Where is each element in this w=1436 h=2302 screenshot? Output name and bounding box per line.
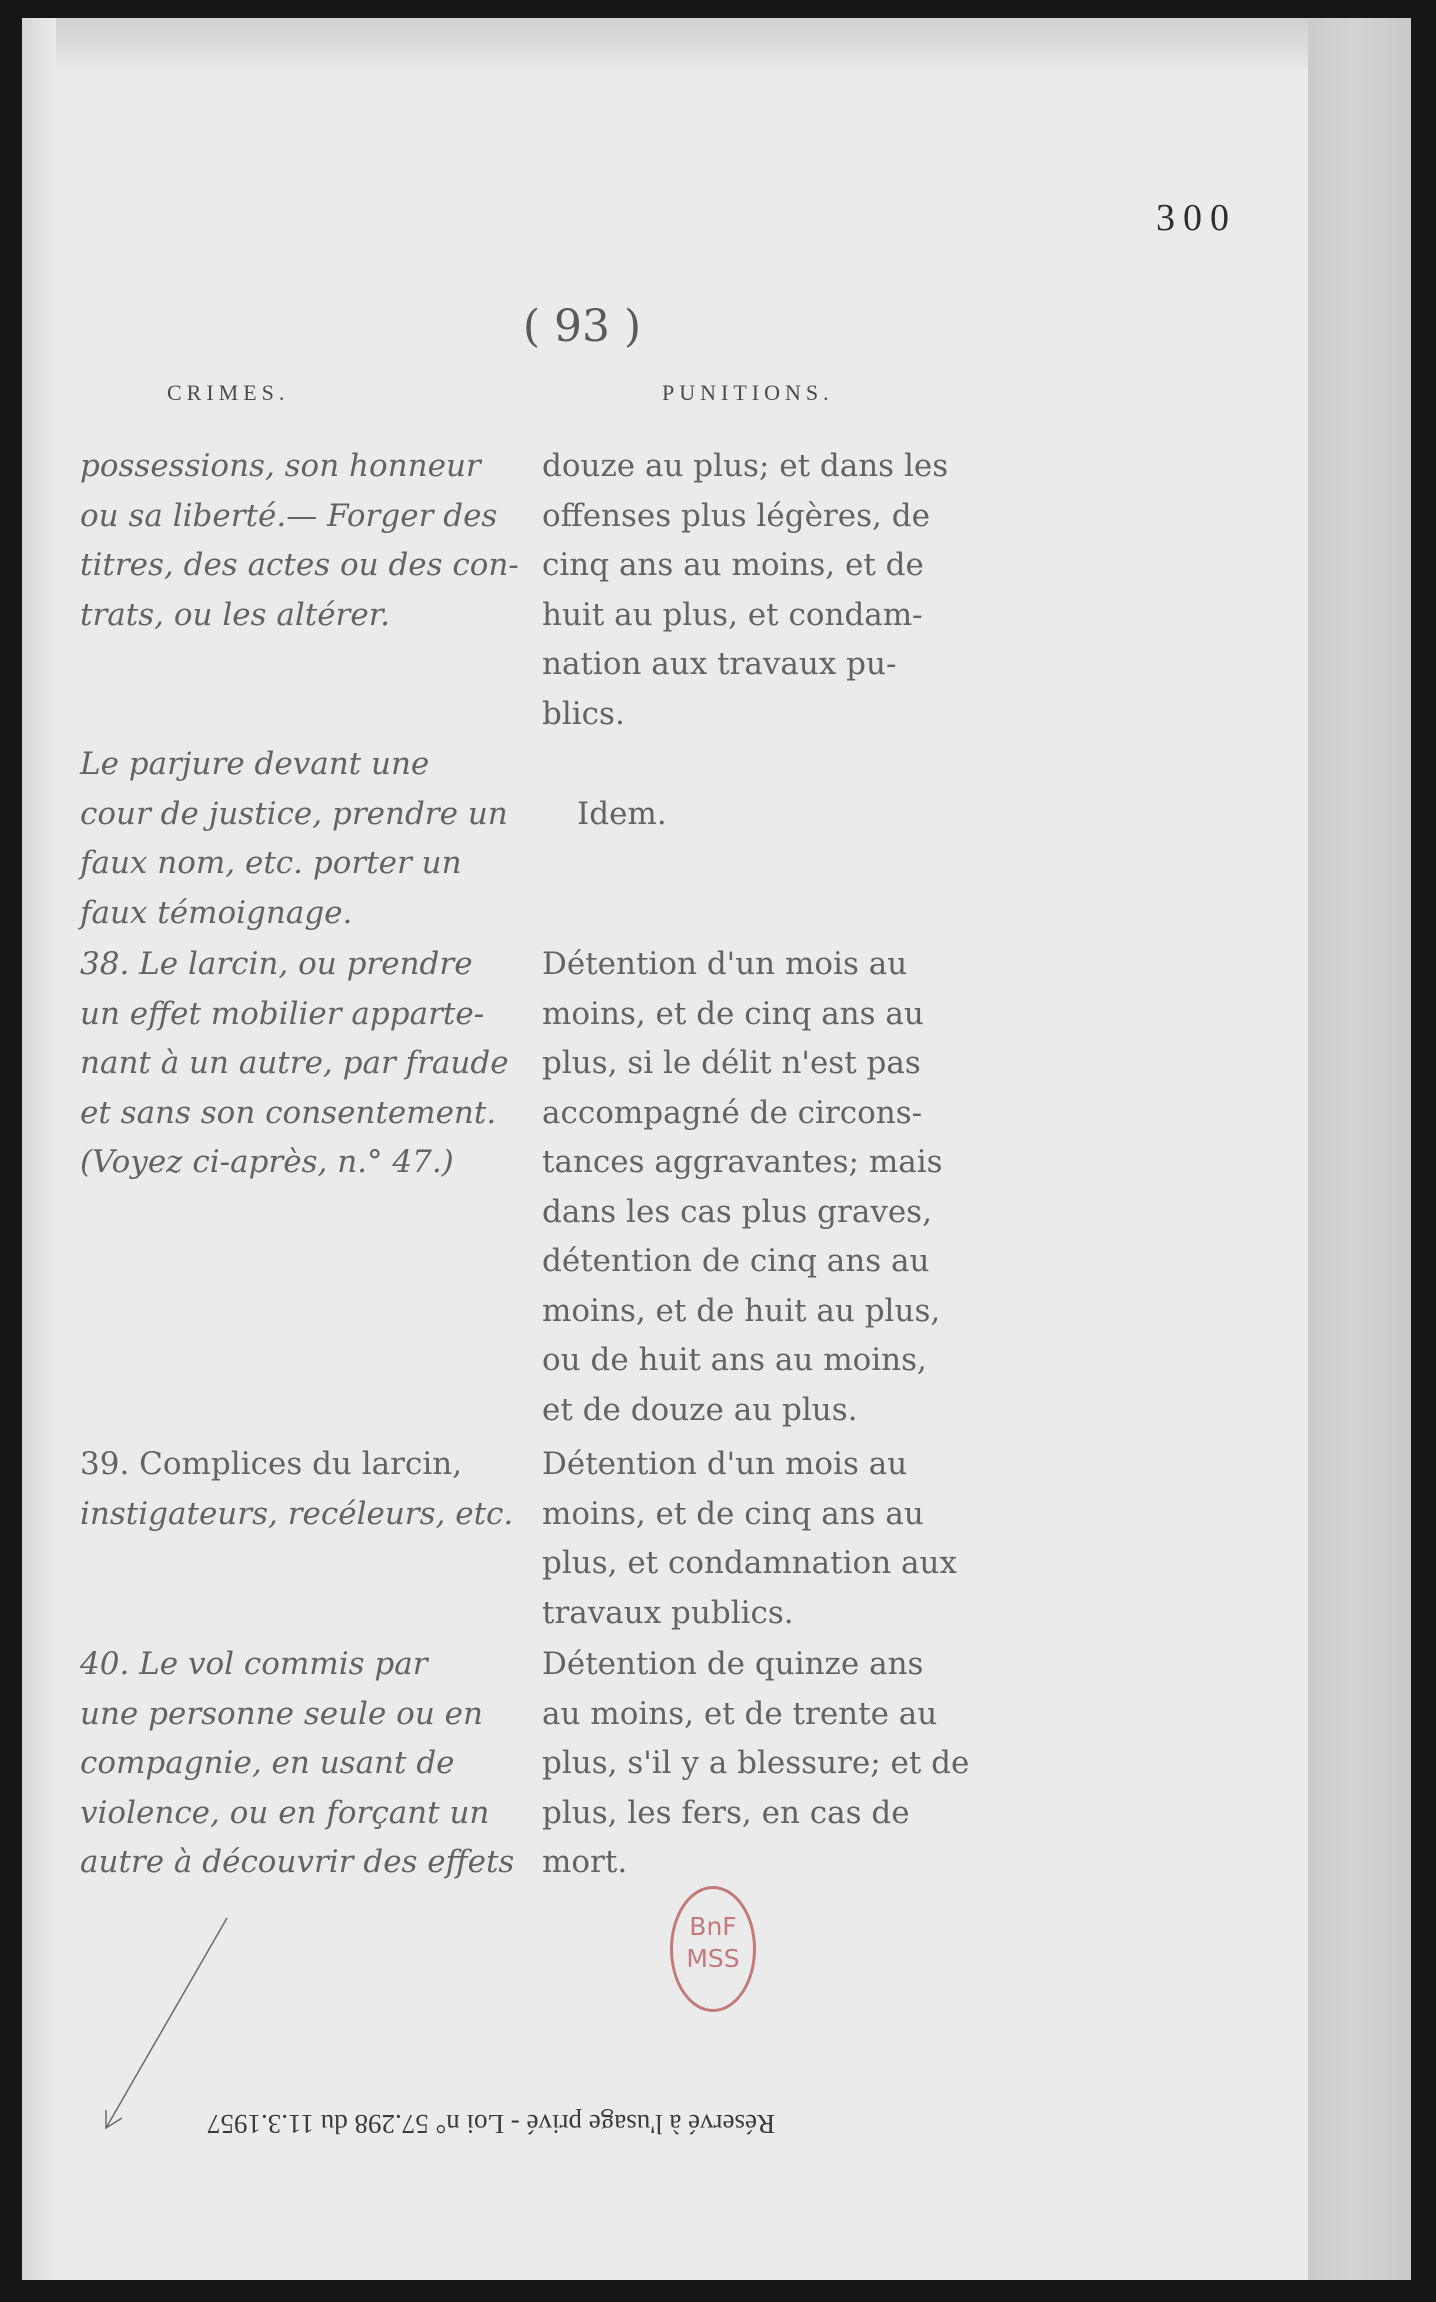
punition-line: plus, si le délit n'est pas <box>542 1045 921 1081</box>
punition-line: cinq ans au moins, et de <box>542 547 924 583</box>
punition-line: Détention de quinze ans <box>542 1646 924 1682</box>
punition-entry <box>542 442 982 739</box>
punition-line: huit au plus, et condam- <box>542 596 923 633</box>
column-header-punitions: PUNITIONS. <box>662 380 834 405</box>
bnf-library-stamp <box>670 1886 756 2012</box>
punition-line: mort. <box>542 1844 628 1880</box>
crime-line: une personne seule ou en <box>80 1695 483 1732</box>
punition-line: plus, les fers, en cas de <box>542 1794 910 1831</box>
crime-line: ou sa liberté.— Forger des <box>80 497 498 534</box>
crime-entry <box>80 1640 520 1888</box>
punition-line: Détention d'un mois au <box>542 1446 908 1482</box>
punition-line: moins, et de cinq ans au <box>542 1495 924 1532</box>
crime-line: Le parjure devant une <box>80 746 430 782</box>
punition-line: Détention d'un mois au <box>542 946 908 982</box>
punition-line: tances aggravantes; mais <box>542 1144 943 1180</box>
punition-line: accompagné de circons- <box>542 1094 923 1131</box>
crime-entry <box>80 740 520 938</box>
punition-line: plus, s'il y a blessure; et de <box>542 1745 970 1781</box>
crime-line: violence, ou en forçant un <box>80 1794 490 1831</box>
crime-entry <box>80 442 520 640</box>
page-number: ( 93 ) <box>522 301 642 352</box>
punition-line: détention de cinq ans au <box>542 1243 930 1279</box>
column-header-crimes: CRIMES. <box>167 380 290 405</box>
crime-line: faux nom, etc. porter un <box>80 845 462 881</box>
crime-line: titres, des actes ou des con- <box>80 547 519 583</box>
document-page <box>22 18 1411 2280</box>
punition-line: moins, et de cinq ans au <box>542 995 924 1032</box>
crime-line: (Voyez ci-après, n.° 47.) <box>80 1144 454 1180</box>
punition-entry <box>542 1440 982 1638</box>
crime-entry <box>80 1440 520 1539</box>
punition-line: blics. <box>542 695 625 732</box>
punition-line: douze au plus; et dans les <box>542 448 949 484</box>
page-shadow-right <box>1308 18 1411 2280</box>
punition-line: au moins, et de trente au <box>542 1695 938 1732</box>
punition-line: et de douze au plus. <box>542 1391 858 1428</box>
crime-line: faux témoignage. <box>80 894 353 931</box>
crime-line: instigateurs, recéleurs, etc. <box>80 1495 514 1532</box>
punition-line: moins, et de huit au plus, <box>542 1292 941 1329</box>
crime-line: compagnie, en usant de <box>80 1745 455 1781</box>
crime-line: 39. Complices du larcin, <box>80 1446 463 1482</box>
punition-line: nation aux travaux pu- <box>542 646 897 682</box>
reproduction-notice: Réservé à l'usage privé - Loi n° 57.298 du 11.3.1957 <box>206 2109 776 2139</box>
crime-line: trats, ou les altérer. <box>80 596 390 633</box>
crime-line: et sans son consentement. <box>80 1094 497 1131</box>
punition-line: dans les cas plus graves, <box>542 1193 932 1230</box>
crime-line: cour de justice, prendre un <box>80 795 508 832</box>
punition-line: offenses plus légères, de <box>542 497 930 534</box>
crime-line: autre à découvrir des effets <box>80 1844 515 1880</box>
crime-line: possessions, son honneur <box>80 448 481 484</box>
punition-line: plus, et condamnation aux <box>542 1545 957 1581</box>
punition-line: ou de huit ans au moins, <box>542 1342 927 1378</box>
crime-line: 40. Le vol commis par <box>80 1646 428 1682</box>
crime-line: un effet mobilier apparte- <box>80 995 485 1032</box>
punition-entry <box>542 940 982 1435</box>
punition-entry <box>577 790 1017 840</box>
punition-line: Idem. <box>577 796 667 832</box>
punition-entry <box>542 1640 982 1888</box>
crime-line: nant à un autre, par fraude <box>80 1045 509 1081</box>
crime-line: 38. Le larcin, ou prendre <box>80 946 473 982</box>
stamp-line: BnF <box>689 1912 737 1941</box>
stamp-line: MSS <box>686 1944 740 1973</box>
folio-number: 300 <box>1156 197 1237 239</box>
punition-line: travaux publics. <box>542 1594 794 1631</box>
crime-entry <box>80 940 520 1188</box>
